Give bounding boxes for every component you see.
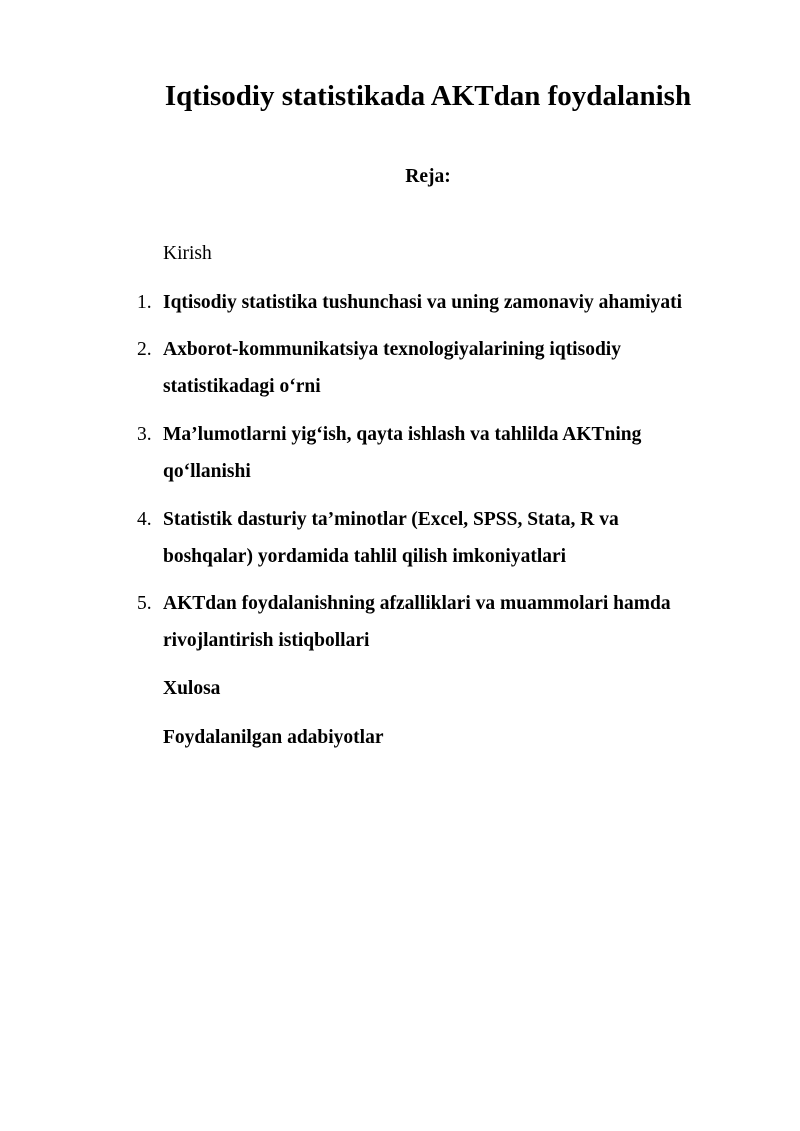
document-title: Iqtisodiy statistikada AKTdan foydalanish xyxy=(164,80,692,112)
list-item-number: 3. xyxy=(137,424,152,445)
list-item-number: 4. xyxy=(137,509,152,530)
list-item-line: AKTdan foydalanishning afzalliklari va muammolari hamda xyxy=(163,593,671,614)
plan-heading: Reja: xyxy=(405,166,451,187)
list-item-number: 1. xyxy=(137,292,152,313)
list-item-number: 2. xyxy=(137,339,152,360)
references-item: Foydalanilgan adabiyotlar xyxy=(163,727,384,748)
list-item-line: Iqtisodiy statistika tushunchasi va uning zamonaviy ahamiyati xyxy=(163,292,683,313)
list-item-line: Ma’lumotlarni yig‘ish, qayta ishlash va tahlilda AKTning xyxy=(163,424,642,445)
list-item-line: Axborot-kommunikatsiya texnologiyalarining iqtisodiy xyxy=(163,339,621,360)
list-item-line: Statistik dasturiy ta’minotlar (Excel, SPSS, Stata, R va xyxy=(163,509,619,530)
list-item-number: 5. xyxy=(137,593,152,614)
list-item-line: statistikadagi o‘rni xyxy=(163,376,321,397)
list-item-line: boshqalar) yordamida tahlil qilish imkoniyatlari xyxy=(163,546,567,567)
intro-item: Kirish xyxy=(163,243,212,264)
conclusion-item: Xulosa xyxy=(163,678,221,699)
list-item-line: rivojlantirish istiqbollari xyxy=(163,630,370,651)
list-item-line: qo‘llanishi xyxy=(163,461,251,482)
